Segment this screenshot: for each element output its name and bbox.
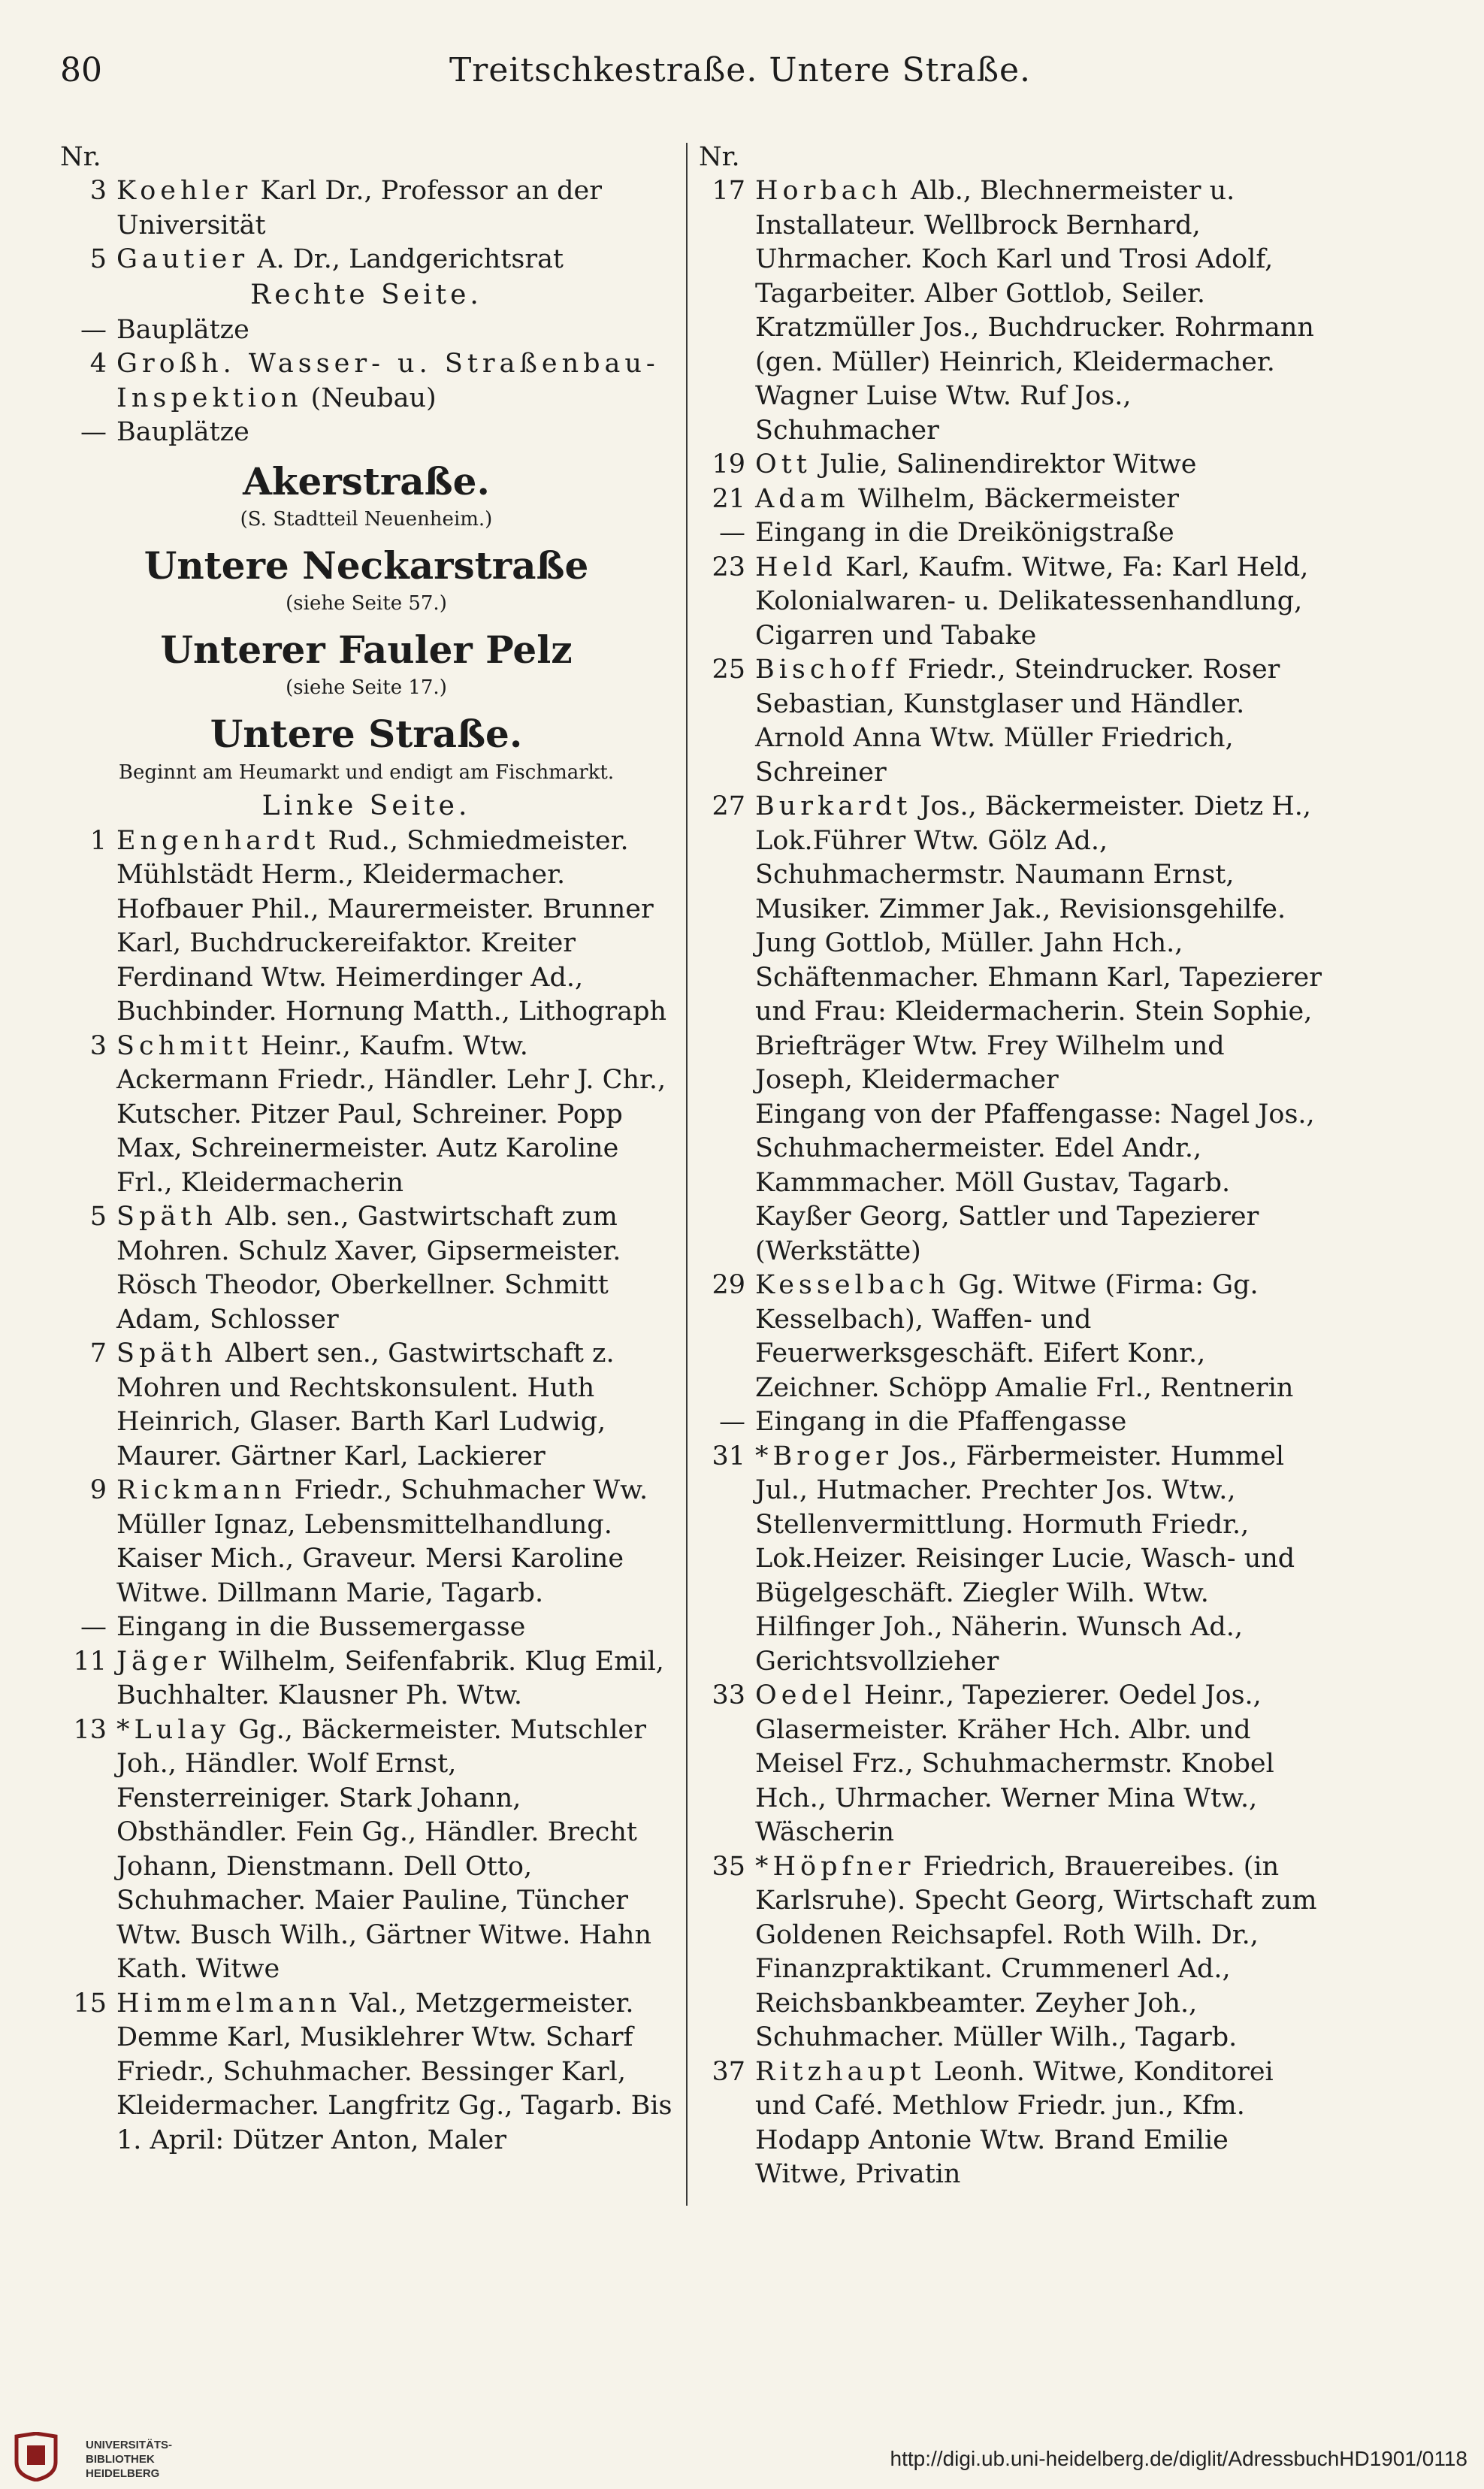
house-number: — [719,1407,745,1437]
house-number: 31 [712,1441,745,1471]
owner-name: Held [755,552,837,582]
house-number: — [80,314,107,345]
house-number: 3 [89,176,107,206]
owner-name: *Broger [755,1441,893,1471]
directory-entry [60,824,672,1030]
entry-text: Jos., Bäckermeister. Dietz H., Lok.Führer Wtw. Gölz Ad., Schuhmachermstr. Naumann Ernst, Musiker. Zimmer Jak., Revisionsgehilfe. Jung Gottlob, Müller. Jahn Hch., Schäftenmacher. Ehmann Karl, Tapezierer und Frau: Kleidermacherin. Stein Sophie, Briefträger Wtw. Frey Wilhelm und Joseph, Kleidermacher [755,791,1322,1095]
street-note: (siehe Seite 57.) [286,591,447,615]
entry-text: Heinr., Tapezierer. Oedel Jos., Glasermeister. Kräher Hch. Albr. und Meisel Frz., Schuhmachermstr. Knobel Hch., Uhrmacher. Werner Mina Wtw., Wäscherin [755,1680,1274,1847]
house-number: — [719,518,745,548]
street-heading: Unterer Fauler Pelz [160,627,573,672]
street-heading: Untere Straße. [210,711,523,756]
entry-text: Gg. Witwe (Firma: Gg. Kesselbach), Waffen- und Feuerwerksgeschäft. Eifert Konr., Zeichner. Schöpp Amalie Frl., Rentnerin [755,1270,1294,1403]
owner-name: Burkardt [755,791,912,821]
directory-entry [60,243,672,277]
house-number: 5 [89,244,107,274]
entry-list [699,174,1322,2192]
directory-entry [60,1337,672,1474]
street-note: (siehe Seite 17.) [286,676,447,699]
house-number: — [80,1612,107,1642]
owner-name: Gautier [116,244,249,274]
street-description: Beginnt am Heumarkt und endigt am Fischmarkt. [118,761,615,784]
entry-text: Val., Metzgermeister. Demme Karl, Musiklehrer Wtw. Scharf Friedr., Schuhmacher. Bessinger Karl, Kleidermacher. Langfritz Gg., Tagarb. Bis 1. April: Dützer Anton, Maler [116,1988,672,2155]
directory-entry [60,1030,672,1201]
street-note: (S. Stadtteil Neuenheim.) [240,507,493,531]
house-number: 27 [712,791,745,821]
entry-text: Jos., Färbermeister. Hummel Jul., Hutmacher. Prechter Jos. Wtw., Stellenvermittlung. Hormuth Friedr., Lok.Heizer. Reisinger Lucie, Wasch- und Bügelgeschäft. Ziegler Wilh. Wtw. Hilfinger Joh., Näherin. Wunsch Ad., Gerichtsvollzieher [755,1441,1295,1677]
directory-entry [699,1679,1322,1850]
street-heading: Akerstraße. [243,458,490,504]
owner-name: *Lulay [116,1714,231,1745]
directory-entry [60,1987,672,2158]
entry-text: Alb. sen., Gastwirtschaft zum Mohren. Schulz Xaver, Gipsermeister. Rösch Theodor, Oberkellner. Schmitt Adam, Schlosser [116,1202,621,1335]
owner-name: Kesselbach [755,1270,951,1300]
owner-name: Engenhardt [116,825,320,856]
directory-entry [699,448,1322,482]
owner-name: Ritzhaupt [755,2056,926,2087]
entry-text: Friedr., Schuhmacher Ww. Müller Ignaz, Lebensmittelhandlung. Kaiser Mich., Graveur. Mersi Karoline Witwe. Dillmann Marie, Tagarb. [116,1475,648,1608]
entry-text: Bauplätze [116,417,249,447]
house-number: — [80,417,107,447]
house-number: 9 [89,1475,107,1505]
directory-entry [60,1645,672,1713]
entry-text: Karl, Kaufm. Witwe, Fa: Karl Held, Kolonialwaren- u. Delikatessenhandlung, Cigarren und Tabake [755,552,1309,651]
entry-text: Julie, Salinendirektor Witwe [819,449,1197,479]
page-header [60,51,1420,104]
house-number: 21 [712,483,745,514]
owner-name: Späth [116,1338,217,1368]
house-number: 11 [73,1646,107,1677]
house-number: 37 [712,2056,745,2087]
directory-entry [699,1098,1322,1269]
owner-name: Adam [755,483,850,514]
directory-entry [699,790,1322,1098]
owner-name: Rickmann [116,1475,286,1505]
entry-text: Eingang in die Dreikönigstraße [755,518,1174,548]
library-logo [14,2429,209,2484]
entry-text: Eingang von der Pfaffengasse: Nagel Jos., Schuhmachermeister. Edel Andr., Kammmacher. Möll Gustav, Tagarb. Kayßer Georg, Sattler und Tapezierer (Werkstätte) [755,1099,1315,1266]
house-number: 1 [89,825,107,856]
owner-name: Großh. Wasser- u. Straßenbau-Inspektion [116,349,660,413]
directory-entry [60,313,672,348]
house-number: 33 [712,1680,745,1710]
owner-name: Koehler [116,176,252,206]
entry-text: Alb., Blechnermeister u. Installateur. Wellbrock Bernhard, Uhrmacher. Koch Karl und Trosi Adolf, Tagarbeiter. Alber Gottlob, Seiler. Kratzmüller Jos., Buchdrucker. Rohrmann (gen. Müller) Heinrich, Kleidermacher. Wagner Luise Wtw. Ruf Jos., Schuhmacher [755,176,1314,446]
directory-entry [60,1474,672,1610]
directory-entry [60,1200,672,1337]
directory-entry [60,174,672,243]
owner-name: Ott [755,449,812,479]
house-number: 3 [89,1030,107,1061]
house-number: 15 [73,1988,107,2019]
house-number: 23 [712,552,745,582]
directory-entry [699,482,1322,517]
house-number: 7 [89,1338,107,1368]
entry-text: Albert sen., Gastwirtschaft z. Mohren und Rechtskonsulent. Huth Heinrich, Glaser. Barth Karl Ludwig, Maurer. Gärtner Karl, Lackierer [116,1338,615,1471]
entry-text: Wilhelm, Seifenfabrik. Klug Emil, Buchhalter. Klausner Ph. Wtw. [116,1646,664,1710]
owner-name: Späth [116,1202,217,1232]
owner-name: Oedel [755,1680,856,1710]
right-side-label: Rechte Seite. [250,279,482,310]
house-number: 17 [712,176,745,206]
house-number: 29 [712,1270,745,1300]
directory-entry [699,516,1322,551]
entry-text: Leonh. Witwe, Konditorei und Café. Methlow Friedr. jun., Kfm. Hodapp Antonie Wtw. Brand Emilie Witwe, Privatin [755,2056,1274,2189]
directory-entry [699,551,1322,654]
directory-entry [699,174,1322,448]
entry-text: (Neubau) [310,383,437,413]
entry-text: Wilhelm, Bäckermeister [857,483,1179,514]
running-head: Treitschkestraße. Untere Straße. [449,51,1032,89]
entry-text: Heinr., Kaufm. Wtw. Ackermann Friedr., Händler. Lehr J. Chr., Kutscher. Pitzer Paul, Schreiner. Popp Max, Schreinermeister. Autz Karoline Frl., Kleidermacherin [116,1030,666,1198]
house-number: 5 [89,1202,107,1232]
house-number: 4 [89,349,107,379]
entry-text: Friedr., Steindrucker. Roser Sebastian, Kunstglaser und Händler. Arnold Anna Wtw. Müller Friedrich, Schreiner [755,655,1280,788]
entry-text: Karl Dr., Professor an der Universität [116,176,602,240]
owner-name: *Höpfner [755,1851,915,1882]
entry-text: Bauplätze [116,314,249,345]
directory-entry [60,416,672,450]
entry-text: Rud., Schmiedmeister. Mühlstädt Herm., Kleidermacher. Hofbauer Phil., Maurermeister. Brunner Karl, Buchdruckereifaktor. Kreiter Ferdinand Wtw. Heimerdinger Ad., Buchbinder. Hornung Matth., Lithograph [116,825,667,1027]
column-divider [686,143,688,2206]
directory-entry [699,653,1322,790]
source-url[interactable]: http://digi.ub.uni-heidelberg.de/diglit/AdressbuchHD1901/0118 [890,2447,1467,2470]
entry-text: Gg., Bäckermeister. Mutschler Joh., Händler. Wolf Ernst, Fensterreiniger. Stark Johann, Obsthändler. Fein Gg., Händler. Brecht Johann, Dienstmann. Dell Otto, Schuhmacher. Maier Pauline, Tüncher Wtw. Busch Wilh., Gärtner Witwe. Hahn Kath. Witwe [116,1714,651,1984]
house-number: 13 [73,1714,107,1745]
directory-entry [699,2055,1322,2192]
left-column [60,140,672,2158]
entry-list-mid [60,313,672,450]
nr-label: Nr. [699,142,740,172]
left-side-label: Linke Seite. [261,790,471,821]
right-column [699,140,1322,2192]
directory-entry [60,1713,672,1987]
owner-name: Horbach [755,176,902,206]
entry-text: Eingang in die Pfaffengasse [755,1407,1127,1437]
entry-list [60,824,672,2158]
owner-name: Jäger [116,1646,210,1677]
house-number: 19 [712,449,745,479]
directory-entry [699,1850,1322,2055]
directory-entry [699,1269,1322,1405]
directory-entry [699,1440,1322,1680]
owner-name: Bischoff [755,655,899,685]
directory-entry [60,347,672,416]
entry-text: Friedrich, Brauereibes. (in Karlsruhe). Specht Georg, Wirtschaft zum Goldenen Reichsapfel. Roth Wilh. Dr., Finanzpraktikant. Crummenerl Ad., Reichsbankbeamter. Zeyher Joh., Schuhmacher. Müller Wilh., Tagarb. [755,1851,1317,2052]
owner-name: Himmelmann [116,1988,342,2019]
library-seal-icon [14,2432,59,2481]
directory-entry [699,1405,1322,1440]
owner-name: Schmitt [116,1030,252,1061]
street-heading: Untere Neckarstraße [144,543,589,588]
page-number: 80 [60,51,102,89]
library-name: UNIVERSITÄTS- BIBLIOTHEK HEIDELBERG [86,2439,173,2480]
entry-text: A. Dr., Landgerichtsrat [257,244,564,274]
entry-list-top [60,174,672,277]
nr-label: Nr. [60,142,101,172]
house-number: 25 [712,655,745,685]
directory-entry [60,1610,672,1645]
house-number: 35 [712,1851,745,1882]
entry-text: Eingang in die Bussemergasse [116,1612,526,1642]
